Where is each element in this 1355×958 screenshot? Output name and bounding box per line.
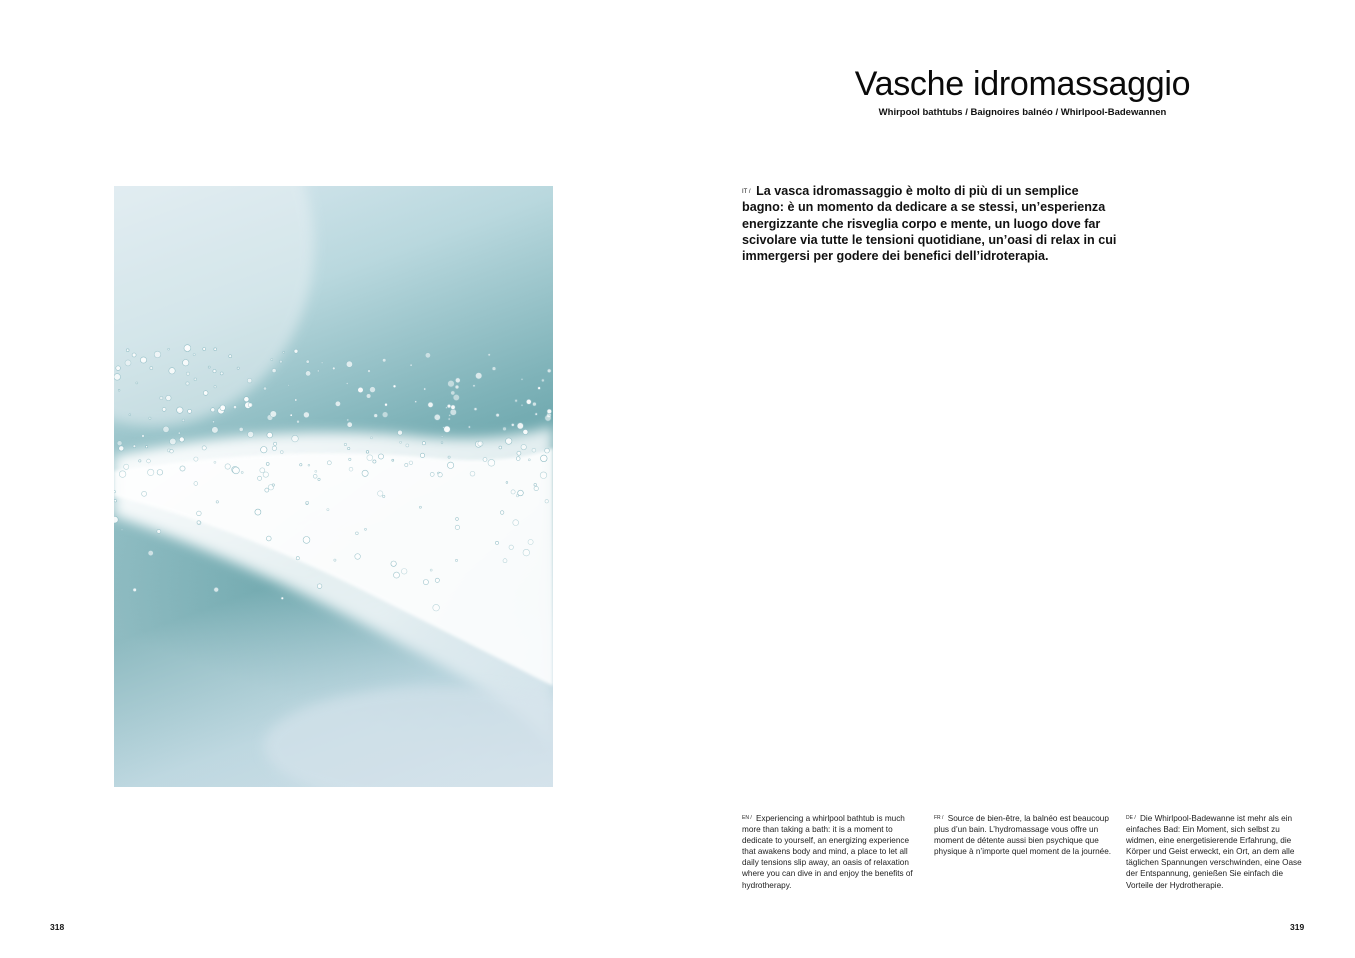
- bubble: [295, 399, 297, 401]
- bubble: [239, 427, 243, 431]
- bubble: [400, 441, 402, 443]
- bubble: [346, 383, 348, 385]
- bubble: [540, 472, 547, 479]
- bubble: [317, 370, 319, 372]
- bubble: [146, 446, 148, 448]
- bubble: [435, 578, 439, 582]
- bubble: [306, 360, 309, 363]
- bubble: [267, 432, 273, 438]
- bubble: [248, 403, 252, 407]
- bubble: [392, 459, 394, 461]
- bubble: [125, 360, 131, 366]
- bubble: [133, 445, 136, 448]
- bubble: [406, 444, 409, 447]
- bubble: [541, 379, 544, 382]
- bubble: [475, 373, 482, 380]
- bubble: [423, 580, 428, 585]
- bubble: [374, 414, 378, 418]
- bubble: [170, 438, 177, 445]
- bubble: [297, 420, 300, 423]
- bubble: [157, 529, 161, 533]
- bubble: [438, 473, 442, 477]
- bubble: [241, 471, 243, 473]
- bubble: [203, 348, 206, 351]
- bubble: [346, 361, 352, 367]
- bubble: [197, 511, 202, 516]
- bubble: [528, 539, 533, 544]
- bubble: [212, 427, 219, 434]
- bubble: [162, 408, 166, 412]
- bubble: [225, 464, 230, 469]
- bubble: [455, 525, 459, 529]
- bubble: [263, 472, 268, 477]
- bubble: [133, 588, 137, 592]
- bubble: [142, 491, 147, 496]
- bubble: [393, 385, 396, 388]
- bubble: [451, 391, 455, 395]
- bubble: [511, 423, 514, 426]
- column-en: [742, 813, 914, 891]
- lang-tag-fr: FR /: [934, 815, 944, 821]
- bubble: [193, 354, 195, 356]
- bubble: [126, 349, 129, 352]
- bubble: [474, 408, 477, 411]
- bubble: [157, 470, 163, 476]
- bubble: [545, 448, 550, 453]
- bubble: [495, 541, 498, 544]
- bubble: [270, 411, 277, 418]
- bubble: [335, 401, 340, 406]
- bubble: [283, 351, 285, 353]
- bubble: [521, 378, 523, 380]
- bubble: [272, 484, 274, 486]
- bubble: [451, 405, 455, 409]
- lang-tag-en: EN /: [742, 815, 752, 821]
- bubble: [383, 495, 385, 497]
- bubble: [370, 437, 372, 439]
- bubble: [516, 457, 520, 461]
- bubble: [266, 462, 269, 465]
- bubble: [303, 537, 310, 544]
- bubble: [521, 444, 526, 449]
- bubble: [288, 384, 290, 386]
- bubble: [186, 382, 189, 385]
- bubble: [124, 464, 129, 469]
- bubble: [114, 491, 116, 493]
- bubble: [177, 407, 183, 413]
- bubble: [349, 458, 351, 460]
- bubble: [281, 597, 284, 600]
- bubble: [170, 449, 174, 453]
- bubble: [441, 436, 443, 438]
- bubble: [274, 442, 277, 445]
- bubble: [327, 509, 329, 511]
- bubble: [448, 418, 450, 420]
- bubble: [184, 345, 191, 352]
- bubble: [499, 446, 502, 449]
- bubble: [433, 604, 440, 611]
- bubble: [163, 426, 169, 432]
- bubble: [517, 451, 521, 455]
- bubble: [349, 467, 353, 471]
- bubble: [441, 442, 443, 444]
- column-fr: [934, 813, 1114, 857]
- bubble: [188, 409, 192, 413]
- bubble: [500, 511, 504, 515]
- bubble: [473, 385, 475, 387]
- bubble: [428, 402, 433, 407]
- bubble: [334, 559, 336, 561]
- bubble: [220, 405, 226, 411]
- bubble: [382, 359, 386, 363]
- bubble: [535, 413, 537, 415]
- left-page: [0, 0, 677, 958]
- bubble: [448, 380, 455, 387]
- bubble: [391, 561, 396, 566]
- bubble: [532, 448, 536, 452]
- bubble: [470, 471, 475, 476]
- page-title: Vasche idromassaggio: [854, 65, 1191, 103]
- bubble: [496, 413, 499, 416]
- bubble: [506, 482, 508, 484]
- bubble: [366, 394, 371, 399]
- bubble: [358, 387, 364, 393]
- bubble: [365, 528, 367, 530]
- bubble: [160, 396, 163, 399]
- lead-text: La vasca idromassaggio è molto di più di un semplice bagno: è un momento da dedicare a se stessi, un’esperienza energizzante che risveglia corpo e mente, un luogo dove far scivolare via tutte le tensioni quotidiane, un’oasi di relax in cui immergersi per godere dei benefici dell’idroterapia.: [742, 184, 1117, 264]
- bubble: [521, 404, 523, 406]
- bubble: [415, 401, 417, 403]
- bubble: [547, 369, 551, 373]
- bubble: [446, 407, 448, 409]
- bubble: [212, 421, 214, 423]
- bubble: [453, 394, 459, 400]
- bubble: [260, 468, 265, 473]
- bubble: [166, 395, 171, 400]
- bubble: [220, 372, 223, 375]
- bubble: [294, 349, 298, 353]
- bubble: [139, 460, 141, 462]
- bubble: [197, 521, 200, 524]
- bubble: [183, 360, 189, 366]
- title-block: [820, 64, 1225, 118]
- bubble: [318, 478, 320, 480]
- lang-tag-it: IT /: [742, 189, 751, 195]
- bubble: [154, 351, 161, 358]
- bubble: [244, 397, 249, 402]
- bubble: [515, 399, 518, 402]
- bubble: [449, 414, 451, 416]
- page-number-left: 318: [50, 922, 65, 932]
- bubble: [147, 459, 151, 463]
- bubble: [233, 406, 236, 409]
- bubble: [213, 370, 216, 373]
- bubble: [194, 457, 198, 461]
- bubble: [265, 488, 269, 492]
- bubble: [150, 367, 153, 370]
- bubble: [394, 572, 400, 578]
- lang-tag-de: DE /: [1126, 815, 1136, 821]
- bubble: [321, 362, 323, 364]
- bubble: [214, 348, 217, 351]
- bubbles-illustration: [114, 186, 553, 787]
- bubble: [136, 382, 138, 384]
- bubble: [229, 355, 232, 358]
- bubble: [203, 391, 208, 396]
- bubble: [119, 446, 124, 451]
- bubble: [401, 569, 407, 575]
- bubble: [117, 441, 122, 446]
- bubble: [424, 388, 426, 390]
- water-bubbles-photo: [114, 186, 553, 787]
- bubble: [405, 463, 408, 466]
- bubble: [186, 372, 189, 375]
- bubble: [148, 550, 153, 555]
- bubble: [290, 414, 292, 416]
- bubble: [448, 456, 450, 458]
- bubble: [292, 435, 299, 442]
- bubble: [300, 464, 302, 466]
- bubble: [378, 491, 383, 496]
- lead-paragraph-it: [742, 183, 1122, 264]
- bubble: [447, 462, 453, 468]
- bubble: [425, 353, 430, 358]
- bubble: [367, 455, 373, 461]
- bubble: [214, 386, 216, 388]
- bubble: [168, 348, 170, 350]
- bubble: [523, 549, 530, 556]
- bubble: [308, 464, 310, 466]
- bubble: [506, 438, 512, 444]
- bubble: [518, 490, 524, 496]
- bubble: [169, 368, 175, 374]
- bubble: [430, 472, 434, 476]
- column-en-text: Experiencing a whirlpool bathtub is much more than taking a bath: it is a moment to dedicate to yourself, an energizing experience that awakens body and mind, a place to let all daily tensions slip away, an oasis of relaxation where you can dive in and enjoy the benefits of hydrotherapy.: [742, 814, 913, 890]
- bubble: [194, 482, 198, 486]
- bubble: [179, 437, 184, 442]
- bubble: [237, 367, 239, 369]
- bubble: [216, 501, 218, 503]
- bubble: [347, 422, 352, 427]
- bubble: [280, 451, 283, 454]
- bubble: [148, 469, 154, 475]
- bubble: [315, 470, 317, 472]
- bubble: [140, 357, 146, 363]
- bubble: [247, 378, 252, 383]
- bubble: [430, 569, 432, 571]
- bubble: [347, 419, 349, 421]
- bubble: [545, 415, 551, 421]
- bubble: [327, 461, 331, 465]
- bubble: [547, 409, 552, 414]
- bubble: [444, 426, 451, 433]
- bubble: [182, 419, 185, 422]
- bubble: [478, 441, 483, 446]
- bubble: [545, 500, 548, 503]
- bubble: [409, 461, 413, 465]
- bubble: [317, 584, 322, 589]
- bubble: [214, 587, 219, 592]
- bubble: [261, 447, 267, 453]
- bubble: [373, 460, 376, 463]
- bubble: [214, 461, 216, 463]
- bubble: [382, 412, 388, 418]
- bubble: [492, 367, 496, 371]
- bubble: [385, 403, 388, 406]
- bubble: [468, 426, 470, 428]
- bubble: [194, 378, 197, 381]
- bubble: [332, 367, 335, 370]
- bubble: [114, 374, 121, 381]
- bubble: [280, 360, 283, 363]
- bubble: [398, 430, 403, 435]
- bubble: [149, 417, 151, 419]
- bubble: [523, 429, 528, 434]
- bubble: [180, 466, 185, 471]
- bubble: [526, 399, 531, 404]
- bubble: [121, 529, 123, 531]
- bubble: [272, 369, 276, 373]
- bubble: [422, 442, 425, 445]
- bubble: [513, 520, 519, 526]
- bubble: [296, 557, 299, 560]
- bubble: [348, 447, 350, 449]
- bubble: [355, 554, 361, 560]
- bubble: [272, 446, 276, 450]
- bubble: [129, 414, 131, 416]
- bubble: [483, 458, 487, 462]
- bubble: [447, 404, 451, 408]
- bubble: [488, 354, 491, 357]
- page-number-right: 319: [1290, 922, 1305, 932]
- column-fr-text: Source de bien-être, la balnéo est beaucoup plus d’un bain. L’hydromassage vous offre un moment de détente aussi bien psychique que physique à n’importe quel moment de la journée.: [934, 814, 1112, 857]
- page-subtitle: Whirpool bathtubs / Baignoires balnéo / Whirlpool-Badewannen: [878, 107, 1167, 118]
- bubble: [455, 559, 457, 561]
- bubble: [255, 509, 261, 515]
- bubble: [511, 490, 515, 494]
- bubble: [366, 451, 369, 454]
- bubble: [263, 387, 266, 390]
- bubble: [132, 353, 136, 357]
- bubble: [114, 499, 117, 502]
- bubble: [271, 359, 273, 361]
- bubble: [419, 506, 421, 508]
- bubble: [517, 423, 523, 429]
- bubble: [370, 387, 376, 393]
- bubble: [202, 446, 206, 450]
- bubble: [114, 516, 118, 523]
- bubble: [303, 412, 309, 418]
- column-de: [1126, 813, 1306, 891]
- bubble: [258, 476, 262, 480]
- bubble: [178, 432, 180, 434]
- bubble: [233, 467, 240, 474]
- bubble: [528, 459, 530, 461]
- bubble: [455, 378, 460, 383]
- bubble: [455, 385, 459, 389]
- bubble: [116, 366, 121, 371]
- bubble: [534, 483, 537, 486]
- bubble: [305, 371, 310, 376]
- bubble: [344, 443, 346, 445]
- bubble: [266, 536, 271, 541]
- bubble: [410, 364, 412, 366]
- bubble: [450, 409, 456, 415]
- bubble: [503, 427, 507, 431]
- column-de-text: Die Whirlpool-Badewanne ist mehr als ein einfaches Bad: Ein Moment, sich selbst zu widmen, eine energetisierende Erfahrung, die Körper und Geist erweckt, ein Ort, an dem alle täglichen Spannungen verschwinden, eine Oase der Entspannung, genießen Sie einfach die Vorteile der Hydrotherapie.: [1126, 814, 1302, 890]
- bubble: [208, 366, 210, 368]
- bubble: [534, 486, 538, 490]
- bubble: [456, 518, 459, 521]
- bubble: [368, 370, 371, 373]
- bubble: [248, 431, 254, 437]
- bubble: [313, 474, 317, 478]
- bubble: [119, 471, 126, 478]
- bubble: [541, 455, 548, 462]
- bubble: [420, 453, 424, 457]
- bubble: [118, 389, 120, 391]
- bubble: [211, 408, 215, 412]
- bubble: [488, 459, 495, 466]
- bubble: [434, 414, 440, 420]
- bubble: [533, 402, 537, 406]
- bubble: [356, 532, 359, 535]
- bubble: [538, 387, 541, 390]
- bubble: [306, 501, 309, 504]
- bubble: [142, 435, 145, 438]
- bubble: [378, 454, 383, 459]
- bubble: [503, 559, 507, 563]
- bubble: [362, 470, 368, 476]
- bubble: [509, 545, 513, 549]
